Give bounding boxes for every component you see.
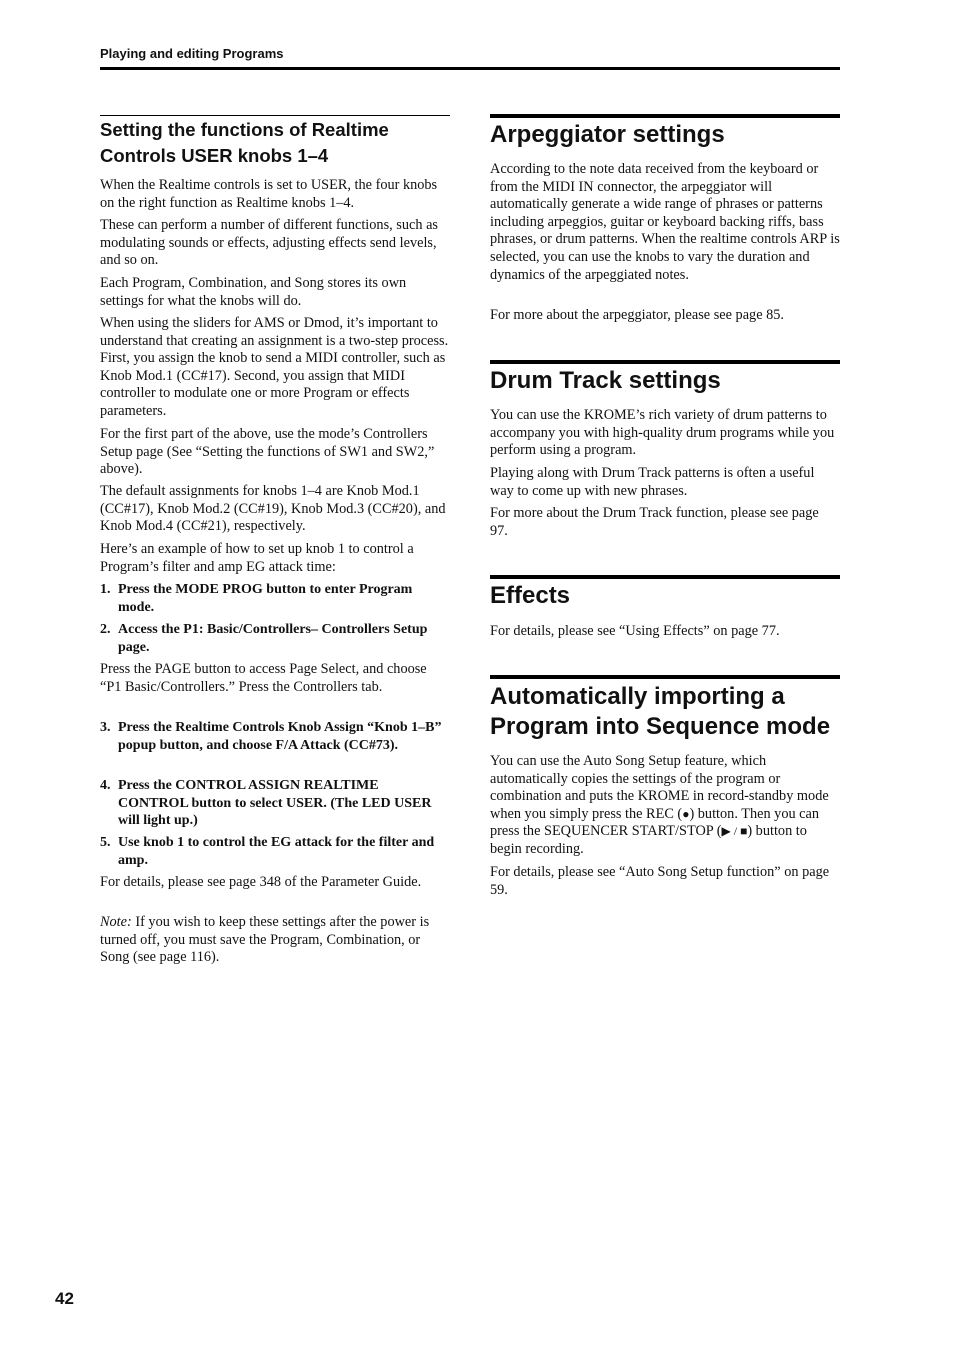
text-part: ) button. Then you can press the SEQUENCER START/STOP ( xyxy=(490,805,820,840)
step-text: Press the MODE PROG button to enter Program mode. xyxy=(118,582,413,615)
step-text: Use knob 1 to control the EG attack for the filter and amp. xyxy=(118,835,435,868)
play-stop-icon: ▶ / ■ xyxy=(721,824,748,839)
paragraph: For more about the Drum Track function, please see page 97. xyxy=(490,505,819,539)
paragraph: When using the sliders for AMS or Dmod, it’s important to understand that creating an assignment is a two-step process. First, you assign the knob to send a MIDI controller, such as Knob Mod.1 (CC#17). Second, you assign that MIDI controller to modulate one or more Program or effects parameters. xyxy=(100,315,449,419)
section-title-auto-import: Automatically importing a Program into Sequence mode xyxy=(490,683,831,740)
section-rule xyxy=(490,575,840,579)
paragraph: Playing along with Drum Track patterns is often a useful way to come up with new phrases. xyxy=(490,465,815,499)
header-rule xyxy=(100,67,840,70)
section-rule xyxy=(490,360,840,364)
note-text: If you wish to keep these settings after the power is turned off, you must save the Program, Combination, or Song (see page 116). xyxy=(100,914,430,966)
paragraph: Here’s an example of how to set up knob 1 to control a Program’s filter and amp EG attack time: xyxy=(100,541,414,575)
paragraph: When the Realtime controls is set to USER, the four knobs on the right function as Realtime knobs 1–4. xyxy=(100,177,438,211)
paragraph: For more about the arpeggiator, please see page 85. xyxy=(490,307,784,323)
section-title-arpeggiator: Arpeggiator settings xyxy=(490,121,725,148)
step-number: 5. xyxy=(100,835,111,850)
paragraph: For details, please see “Using Effects” on page 77. xyxy=(490,623,780,639)
step-5 xyxy=(100,834,450,869)
paragraph: You can use the KROME’s rich variety of drum patterns to accompany you with high-quality drum programs while you perform using a program. xyxy=(490,407,835,459)
step-number: 3. xyxy=(100,720,111,735)
paragraph: These can perform a number of different functions, such as modulating sounds or effects, adjusting effects send levels, and so on. xyxy=(100,217,438,269)
paragraph: For details, please see page 348 of the Parameter Guide. xyxy=(100,874,422,890)
running-header: Playing and editing Programs xyxy=(100,46,284,61)
step-number: 4. xyxy=(100,778,111,793)
record-icon: ● xyxy=(682,806,690,821)
step-4 xyxy=(100,777,450,830)
paragraph: For the first part of the above, use the mode’s Controllers Setup page (See “Setting the functions of SW1 and SW2,” above). xyxy=(100,426,435,478)
page-number: 42 xyxy=(55,1289,74,1308)
step-number: 2. xyxy=(100,622,111,637)
step-3 xyxy=(100,719,450,754)
step-text: Press the Realtime Controls Knob Assign “Knob 1–B” popup button, and choose F/A Attack (CC#73). xyxy=(118,720,442,753)
section-title-effects: Effects xyxy=(490,582,571,609)
paragraph: For details, please see “Auto Song Setup function” on page 59. xyxy=(490,864,830,898)
step-2-detail: Press the PAGE button to access Page Select, and choose “P1 Basic/Controllers.” Press the Controllers tab. xyxy=(100,661,427,695)
paragraph-auto-song-setup xyxy=(490,753,840,859)
note-paragraph xyxy=(100,914,450,967)
step-text: Press the CONTROL ASSIGN REALTIME CONTROL button to select USER. (The LED USER will light up.) xyxy=(118,778,432,829)
step-number: 1. xyxy=(100,582,111,597)
text-part: ) button to begin recording. xyxy=(490,823,807,857)
note-label: Note: xyxy=(100,914,132,930)
step-2 xyxy=(100,621,450,656)
section-rule xyxy=(490,114,840,118)
section-title-drum-track: Drum Track settings xyxy=(490,367,721,394)
section-title-realtime-user-knobs: Setting the functions of Realtime Controls USER knobs 1–4 xyxy=(100,119,389,166)
paragraph: Each Program, Combination, and Song stores its own settings for what the knobs will do. xyxy=(100,275,407,309)
text-part: You can use the Auto Song Setup feature, which automatically copies the settings of the program or combination and puts the KROME in record-standby mode when you simply press the REC ( xyxy=(490,753,829,822)
paragraph: The default assignments for knobs 1–4 are Knob Mod.1 (CC#17), Knob Mod.2 (CC#19), Knob Mod.3 (CC#20), and Knob Mod.4 (CC#21), respectively. xyxy=(100,483,446,535)
step-text: Access the P1: Basic/Controllers– Controllers Setup page. xyxy=(118,622,428,655)
step-1 xyxy=(100,581,450,616)
section-rule xyxy=(490,675,840,679)
section-rule xyxy=(100,115,450,116)
paragraph: According to the note data received from the keyboard or from the MIDI IN connector, the arpeggiator will automatically generate a wide range of phrases or patterns including arpeggios, guitar or keyboard backing riffs, bass phrases, or drum patterns. When the realtime controls ARP is selected, you can use the knobs to vary the duration and dynamics of the arpeggiated notes. xyxy=(490,161,840,283)
